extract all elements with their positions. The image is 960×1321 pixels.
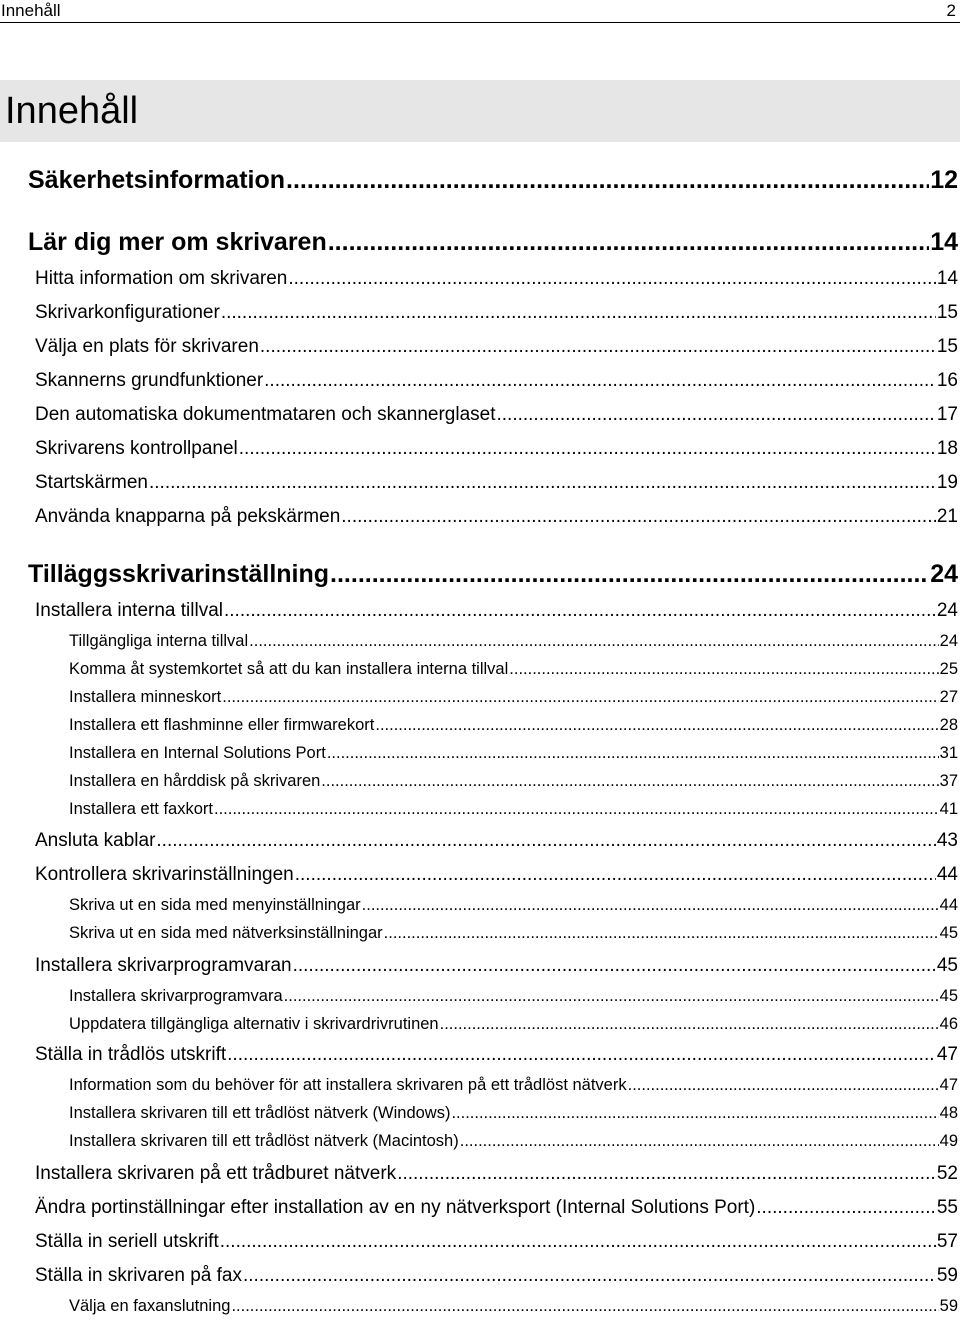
toc-entry[interactable] [69, 1015, 958, 1034]
toc-entry[interactable] [35, 336, 958, 358]
dot-leader [460, 1132, 939, 1151]
toc-entry-page: 15 [936, 336, 958, 357]
toc-entry-title: Hitta information om skrivaren [35, 268, 288, 289]
toc-entry-title: Installera interna tillval [35, 600, 223, 621]
dot-leader [397, 1163, 936, 1185]
dot-leader [509, 660, 938, 679]
toc-entry-title: Installera minneskort [69, 688, 222, 706]
toc-entry[interactable] [35, 864, 958, 886]
toc-entry-title: Ansluta kablar [35, 830, 156, 851]
toc-entry-page: 27 [939, 688, 958, 706]
toc-entry[interactable] [69, 1132, 958, 1151]
toc-entry[interactable] [35, 472, 958, 494]
toc-entry-page: 45 [939, 987, 958, 1005]
toc-entry-page: 59 [936, 1265, 958, 1286]
dot-leader [214, 800, 939, 819]
toc-entry-title: Tilläggsskrivarinställning [28, 560, 330, 588]
toc-entry[interactable] [35, 1265, 958, 1287]
toc-entry-page: 24 [930, 560, 958, 588]
toc-entry[interactable] [35, 830, 958, 852]
toc-entry-page: 47 [939, 1076, 958, 1094]
toc-entry[interactable] [35, 1197, 958, 1219]
toc-entry-page: 14 [930, 228, 958, 256]
dot-leader [496, 404, 935, 426]
toc-entry-title: Startskärmen [35, 472, 148, 493]
toc-entry-page: 57 [936, 1231, 958, 1252]
dot-leader [327, 744, 939, 763]
toc-entry[interactable] [35, 1163, 958, 1185]
toc-entry[interactable] [69, 1104, 958, 1123]
toc-entry[interactable] [69, 632, 958, 651]
toc-entry[interactable] [69, 744, 958, 763]
toc-entry-page: 24 [939, 632, 958, 650]
dot-leader [156, 830, 935, 852]
toc-entry-title: Ställa in trådlös utskrift [35, 1044, 227, 1065]
toc-entry-title: Installera ett flashminne eller firmwarekort [69, 716, 375, 734]
toc-entry-page: 48 [939, 1104, 958, 1122]
toc-entry-title: Skrivarkonfigurationer [35, 302, 220, 323]
toc-entry-page: 21 [936, 506, 958, 527]
toc-entry[interactable] [69, 987, 958, 1006]
toc-entry-page: 47 [936, 1044, 958, 1065]
dot-leader [295, 864, 936, 886]
toc-entry-title: Välja en faxanslutning [69, 1297, 231, 1315]
toc-entry-title: Kontrollera skrivarinställningen [35, 864, 294, 885]
toc-entry-title: Använda knapparna på pekskärmen [35, 506, 341, 527]
toc-entry-title: Uppdatera tillgängliga alternativ i skrivardrivrutinen [69, 1015, 439, 1033]
toc-entry[interactable] [69, 688, 958, 707]
dot-leader [328, 228, 929, 257]
toc-entry[interactable] [35, 600, 958, 622]
dot-leader [440, 1015, 939, 1034]
dot-leader [362, 896, 939, 915]
dot-leader [149, 472, 936, 494]
toc-entry-page: 18 [936, 438, 958, 459]
toc-entry-title: Skannerns grundfunktioner [35, 370, 264, 391]
toc-entry-page: 46 [939, 1015, 958, 1033]
toc-entry-page: 44 [939, 896, 958, 914]
toc-entry-title: Skrivarens kontrollpanel [35, 438, 238, 459]
toc-entry-page: 37 [939, 772, 958, 790]
dot-leader [375, 716, 938, 735]
toc-entry-title: Installera skrivarprogramvaran [35, 955, 292, 976]
toc-entry-page: 25 [939, 660, 958, 678]
toc-entry[interactable] [28, 166, 958, 195]
toc-entry[interactable] [28, 560, 958, 589]
dot-leader [220, 1231, 936, 1253]
toc-entry[interactable] [69, 800, 958, 819]
toc-entry[interactable] [35, 1231, 958, 1253]
toc-entry[interactable] [35, 1044, 958, 1066]
dot-leader [260, 336, 936, 358]
toc-entry-title: Installera skrivarprogramvara [69, 987, 283, 1005]
dot-leader [321, 772, 938, 791]
dot-leader [330, 560, 929, 589]
toc-entry[interactable] [35, 302, 958, 324]
toc-entry-title: Tillgängliga interna tillval [69, 632, 249, 650]
toc-entry-title: Installera ett faxkort [69, 800, 213, 818]
toc-entry-page: 52 [936, 1163, 958, 1184]
dot-leader [286, 166, 929, 195]
toc-entry-page: 31 [939, 744, 958, 762]
toc-entry-page: 28 [939, 716, 958, 734]
dot-leader [224, 600, 936, 622]
toc-entry[interactable] [35, 955, 958, 977]
toc-entry-page: 45 [936, 955, 958, 976]
toc-entry-page: 24 [936, 600, 958, 621]
toc-entry-title: Lär dig mer om skrivaren [28, 228, 327, 256]
dot-leader [239, 438, 936, 460]
header-page-number: 2 [946, 1, 956, 20]
toc-entry[interactable] [69, 1297, 958, 1316]
toc-entry-page: 45 [939, 924, 958, 942]
toc-entry-title: Installera en Internal Solutions Port [69, 744, 326, 762]
toc-entry-title: Skriva ut en sida med menyinställningar [69, 896, 361, 914]
toc-entry[interactable] [69, 896, 958, 915]
toc-entry-page: 17 [936, 404, 958, 425]
toc-entry-page: 44 [936, 864, 958, 885]
dot-leader [384, 924, 939, 943]
toc-entry-title: Installera skrivaren till ett trådlöst nätverk (Macintosh) [69, 1132, 459, 1150]
toc-entry[interactable] [35, 268, 958, 290]
toc-entry[interactable] [35, 438, 958, 460]
dot-leader [243, 1265, 936, 1287]
dot-leader [231, 1297, 938, 1316]
toc-entry-page: 12 [930, 166, 958, 194]
dot-leader [341, 506, 936, 528]
toc-entry-page: 55 [936, 1197, 958, 1218]
toc-entry-title: Den automatiska dokumentmataren och skannerglaset [35, 404, 496, 425]
dot-leader [451, 1104, 938, 1123]
toc-entry-title: Skriva ut en sida med nätverksinställningar [69, 924, 383, 942]
toc-entry[interactable] [28, 228, 958, 257]
toc-entry-title: Välja en plats för skrivaren [35, 336, 259, 357]
toc-entry-title: Information som du behöver för att installera skrivaren på ett trådlöst nätverk [69, 1076, 627, 1094]
toc-entry[interactable] [69, 772, 958, 791]
toc-entry[interactable] [35, 370, 958, 392]
toc-entry-title: Komma åt systemkortet så att du kan installera interna tillval [69, 660, 509, 678]
dot-leader [222, 688, 938, 707]
toc-entry-page: 43 [936, 830, 958, 851]
toc-entry[interactable] [35, 404, 958, 426]
dot-leader [756, 1197, 936, 1219]
toc-entry-title: Installera skrivaren på ett trådburet nätverk [35, 1163, 397, 1184]
toc-entry-title: Ställa in skrivaren på fax [35, 1265, 242, 1286]
toc-entry-page: 59 [939, 1297, 958, 1315]
dot-leader [288, 268, 935, 290]
dot-leader [284, 987, 939, 1006]
dot-leader [227, 1044, 936, 1066]
toc-entry-page: 19 [936, 472, 958, 493]
toc-entry-page: 41 [939, 800, 958, 818]
toc-entry[interactable] [69, 924, 958, 943]
toc-entry-page: 49 [939, 1132, 958, 1150]
header-section-title: Innehåll [1, 1, 61, 20]
toc-entry-title: Installera skrivaren till ett trådlöst nätverk (Windows) [69, 1104, 451, 1122]
toc-entry-title: Ändra portinställningar efter installation av en ny nätverksport (Internal Solutions Port) [35, 1197, 756, 1218]
dot-leader [249, 632, 938, 651]
dot-leader [221, 302, 936, 324]
toc-entry[interactable] [69, 716, 958, 735]
toc-entry[interactable] [69, 660, 958, 679]
toc-entry-page: 15 [936, 302, 958, 323]
page-title: Innehåll [5, 90, 139, 132]
dot-leader [264, 370, 936, 392]
toc-entry-title: Ställa in seriell utskrift [35, 1231, 219, 1252]
toc-entry[interactable] [35, 506, 958, 528]
toc-entry-title: Säkerhetsinformation [28, 166, 286, 194]
toc-entry-page: 16 [936, 370, 958, 391]
dot-leader [628, 1076, 939, 1095]
toc-entry[interactable] [69, 1076, 958, 1095]
dot-leader [293, 955, 936, 977]
toc-entry-title: Installera en hårddisk på skrivaren [69, 772, 321, 790]
toc-entry-page: 14 [936, 268, 958, 289]
